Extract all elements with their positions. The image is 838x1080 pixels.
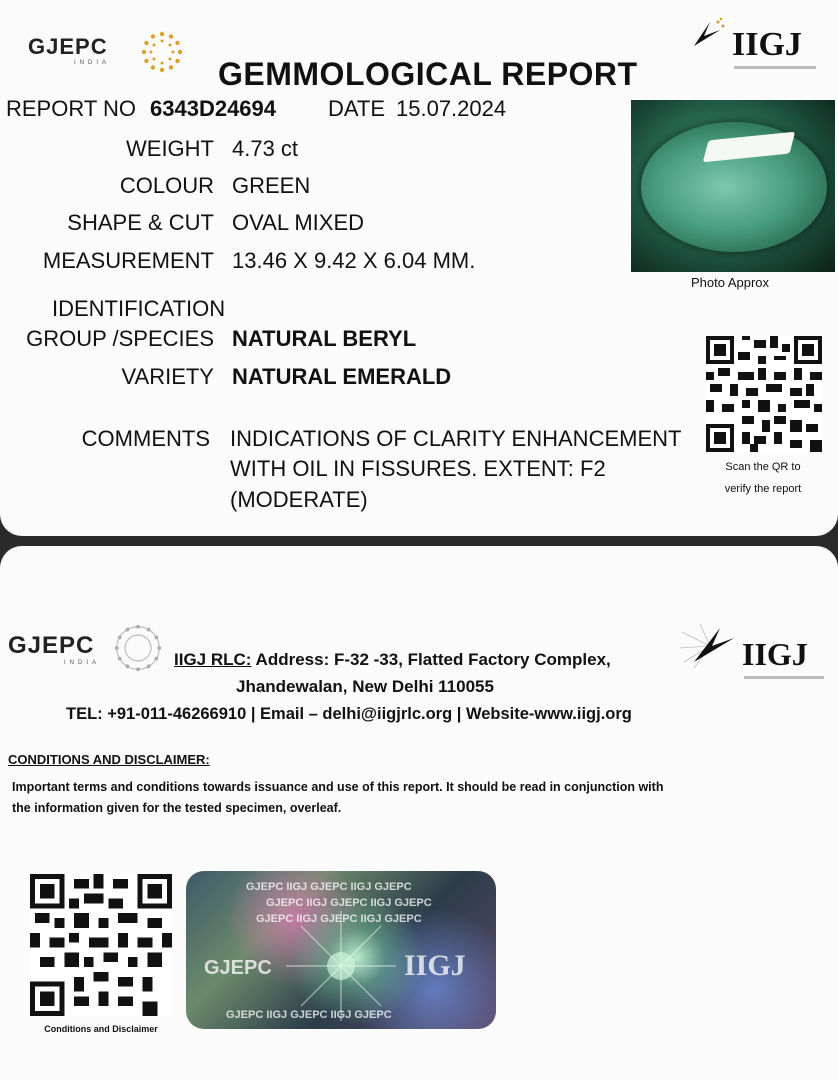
gjepc-logo-text: GJEPC bbox=[28, 34, 108, 59]
iigj-logo bbox=[690, 14, 820, 76]
date-label: DATE bbox=[328, 96, 386, 121]
variety-value: NATURAL EMERALD bbox=[232, 364, 452, 389]
iigj-logo-back-text: IIGJ bbox=[742, 636, 808, 672]
rlc-address-line-1 bbox=[174, 650, 611, 670]
iigj-emblem-back-icon bbox=[680, 622, 740, 670]
comments-label: COMMENTS bbox=[81, 426, 210, 451]
security-hologram bbox=[186, 871, 496, 1029]
conditions-qr-code[interactable] bbox=[30, 874, 172, 1016]
qr-caption-line-2: verify the report bbox=[724, 483, 802, 495]
conditions-line-2: the information given for the tested specimen, overleaf. bbox=[12, 801, 342, 815]
hologram-text-row-3: GJEPC IIGJ GJEPC IIGJ GJEPC bbox=[256, 913, 422, 925]
measurement-value: 13.46 X 9.42 X 6.04 MM. bbox=[232, 248, 476, 273]
colour-value: GREEN bbox=[232, 173, 311, 198]
gem-photo bbox=[631, 100, 835, 272]
shape-cut-label: SHAPE & CUT bbox=[67, 210, 214, 235]
iigj-emblem-icon bbox=[690, 16, 726, 52]
iigj-logo-text: IIGJ bbox=[732, 26, 802, 63]
hologram-starburst-icon bbox=[286, 911, 396, 1021]
sunburst-back-icon bbox=[112, 622, 164, 674]
gjepc-logo-back-text: GJEPC bbox=[8, 632, 95, 659]
sunburst-icon bbox=[140, 30, 184, 74]
qr-caption-line-1: Scan the QR to bbox=[725, 461, 801, 473]
conditions-line-1: Important terms and conditions towards issuance and use of this report. It should be read in conjunction with bbox=[12, 780, 664, 794]
shape-cut-value: OVAL MIXED bbox=[232, 210, 365, 235]
variety-label: VARIETY bbox=[121, 364, 214, 389]
weight-label: WEIGHT bbox=[126, 136, 214, 161]
gjepc-logo-back-subtext: INDIA bbox=[64, 660, 101, 666]
report-front-card bbox=[0, 0, 838, 536]
gjepc-logo-back bbox=[8, 618, 168, 678]
report-title: GEMMOLOGICAL REPORT bbox=[218, 56, 638, 92]
identification-label: IDENTIFICATION bbox=[52, 296, 226, 321]
rlc-address-text: Address: F-32 -33, Flatted Factory Complex, bbox=[255, 650, 611, 669]
gjepc-logo-subtext: INDIA bbox=[74, 60, 111, 66]
rlc-address-line-2: Jhandewalan, New Delhi 110055 bbox=[236, 677, 494, 696]
iigj-tagline bbox=[734, 66, 816, 69]
group-species-label: GROUP /SPECIES bbox=[26, 326, 214, 351]
comments-line-3: (MODERATE) bbox=[230, 487, 368, 512]
comments-line-1: INDICATIONS OF CLARITY ENHANCEMENT bbox=[230, 426, 682, 451]
report-no-value: 6343D24694 bbox=[150, 96, 277, 121]
colour-label: COLOUR bbox=[119, 173, 214, 198]
iigj-logo-back bbox=[680, 618, 830, 688]
gjepc-logo bbox=[28, 30, 178, 74]
hologram-text-row-bottom: GJEPC IIGJ GJEPC IIGJ GJEPC bbox=[226, 1009, 392, 1021]
verify-qr-code[interactable] bbox=[706, 336, 822, 452]
photo-caption: Photo Approx bbox=[690, 275, 770, 290]
report-back-card bbox=[0, 546, 838, 1080]
rlc-label: IIGJ RLC: bbox=[174, 650, 252, 669]
hologram-text-row-1: GJEPC IIGJ GJEPC IIGJ GJEPC bbox=[246, 881, 412, 893]
date-value: 15.07.2024 bbox=[396, 96, 507, 121]
group-species-value: NATURAL BERYL bbox=[232, 326, 417, 351]
contact-line: TEL: +91-011-46266910 | Email – delhi@iigjrlc.org | Website-www.iigj.org bbox=[66, 705, 632, 723]
conditions-heading: CONDITIONS AND DISCLAIMER: bbox=[8, 752, 210, 767]
weight-value: 4.73 ct bbox=[232, 136, 299, 161]
conditions-qr-caption: Conditions and Disclaimer bbox=[44, 1024, 158, 1034]
report-no-label: REPORT NO bbox=[6, 96, 136, 121]
hologram-gjepc-mark: GJEPC bbox=[204, 957, 272, 979]
measurement-label: MEASUREMENT bbox=[42, 248, 214, 273]
iigj-back-tagline bbox=[744, 676, 824, 679]
hologram-text-row-2: GJEPC IIGJ GJEPC IIGJ GJEPC bbox=[266, 897, 432, 909]
hologram-iigj-mark: IIGJ bbox=[404, 949, 466, 982]
comments-line-2: WITH OIL IN FISSURES. EXTENT: F2 bbox=[230, 456, 606, 481]
